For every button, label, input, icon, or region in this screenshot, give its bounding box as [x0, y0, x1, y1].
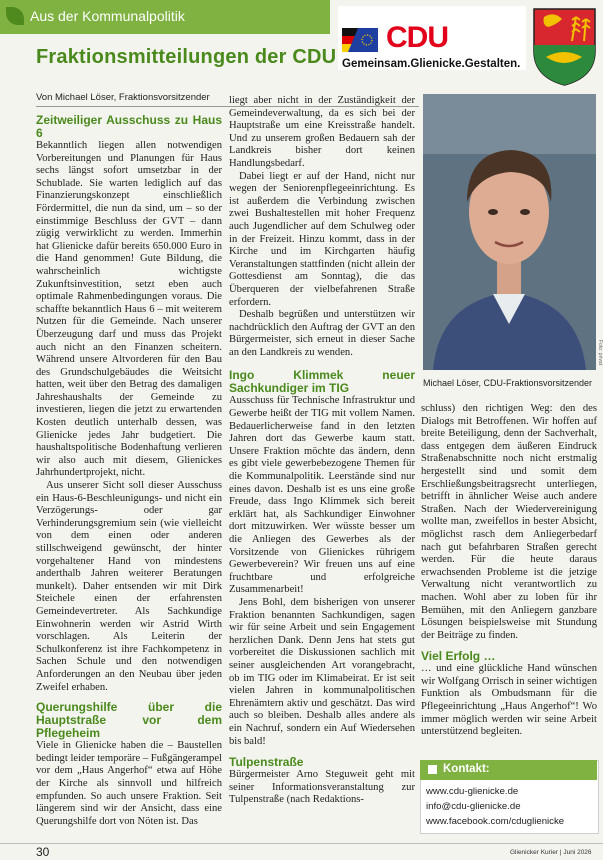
article-column-2 [229, 95, 415, 807]
heading-viel-erfolg: Viel Erfolg … [421, 649, 496, 664]
author-photo [423, 94, 596, 370]
heading-ingo-klimmek: Ingo Klimmek neuer Sachkundiger im TIG [229, 368, 415, 396]
contact-email-link[interactable]: info@cdu-glienicke.de [426, 801, 521, 812]
contact-facebook-link[interactable]: www.facebook.com/cduglienicke [426, 816, 565, 827]
paragraph: Jens Bohl, dem bisherigen von unserer Fraktion benannten Sachkundigen, sagen wir für seine Arbeit und sein Engagement herzlichen Dank. Denn Jens hat stets gut vorbereitet die Diskussionen sachlich mit seiner ausgleichenden Art vorangebracht, ob im TIG oder im Klimabeirat. Er ist seit vielen Jahren in kommunalpolitischen Ehrenämtern aktiv und geschätzt. Das wird auch so bleiben. Deshalb alles andere als ein Nachruf, sondern ein Auf Wiedersehen bis bald! [229, 596, 415, 747]
paragraph: … und eine glückliche Hand wünschen wir Wolfgang Orrisch in seiner wichtigen Funktion als Ombudsmann für die Pflegeeinrichtung „Haus Angerhof“! Wo immer möglich werden wir seine Arbeit unterstützend begleiten. [421, 663, 597, 738]
paragraph: Ausschuss für Technische Infrastruktur und Gewerbe heißt der TIG mit vollem Namen. Bedauerlicherweise fand in den letzten Jahren dort das Gewerbe kaum statt. Unsere Fraktion möchte das ändern, denn es gibt viele gewerbebezogene Themen für die Kommunalpolitik. Leerstände sind nur eines davon. Deshalb ist es uns eine große Freude, dass Ingo Klimmek sich bereit erklärt hat, als Sachkundiger Einwohner dort mitzuwirken. Wer wüsste besser um die Anliegen des Gewerbes als der Vorsitzende von Glienickes rührigem Gewerbeverein? Wir freuen uns auf eine fruchtbare und erfolgreiche Zusammenarbeit! [229, 395, 415, 596]
article-column-1 [36, 110, 222, 828]
footer-divider [0, 843, 603, 844]
heading-querungshilfe: Querungshilfe über die Hauptstraße vor dem Pflegeheim [36, 700, 222, 741]
square-bullet-icon [428, 765, 437, 774]
publication-name: Glienicker Kurier | Juni 2026 [510, 849, 592, 856]
paragraph: Aus unserer Sicht soll dieser Ausschuss ein Haus-6-Beschleunigungs- und nicht ein Verzögerungs- oder gar Verhinderungsgremium sein (wie vielleicht von dem einen oder anderen stillschweigend gewünscht, der hinter vorgehaltener Hand von mindestens anderthalb Jahren weiterer Beratungen munkelt). Daher entsenden wir mit Dirk Steichele einen der erfahrensten Gemeindevertreter. Als Sachkundige Einwohnerin werden wir Astrid Wirth vorschlagen. Als Leiterin der Schulkonferenz ist ihre Fachkompetenz in Sachen Schule und den notwendigen Anforderungen an den Neubau über jeden Zweifel erhaben. [36, 480, 222, 693]
heading-haus-6: Zeitweiliger Ausschuss zu Haus 6 [36, 113, 222, 140]
paragraph: Bürgermeister Arno Steguweit geht mit seiner Informationsveranstaltung zur Tulpenstraße (nach Redaktions- [229, 769, 415, 806]
page-number: 30 [36, 845, 50, 859]
article-column-3 [421, 403, 597, 739]
paragraph: Deshalb begrüßen und unterstützen wir nachdrücklich den Auftrag der GVT an den Bürgermeister, sich erneut in dieser Sache an den Landkreis zu wenden. [229, 309, 415, 358]
paragraph: schluss) den richtigen Weg: den des Dialogs mit Betroffenen. Wir hoffen auf breite Beteiligung, denn der Sachverhalt, dass entgegen dem äußeren Eindruck Straßenabschnitte noch nicht erstmalig hergestellt sind und somit dem Erschließungsbeitragsrecht unterliegen, betrifft in ähnlicher Weise auch andere Straßen. Nach der Wiedervereinigung wollte man, zweifellos in bester Absicht, möglichst rasch dem Anliegerbedarf nach gut befahrbaren Straßen gerecht werden. Für die heute daraus erwachsenden Probleme ist die jetzige Verwaltung nicht verantwortlich zu machen. Wohl aber zu loben für ihr Bemühen, mit den Anliegern ganzbare Lösungen beispielsweise mit Stundung der Beiträge zu finden. [421, 403, 597, 641]
paragraph: Dabei liegt er auf der Hand, nicht nur wegen der Seniorenpflegeeinrichtung. Es ist außerdem die Verbindung zwischen zwei Bushaltestellen mit hoher Frequenz auch Jugendlicher auf dem Schulweg oder in der Freizeit. Hinzu kommt, dass in der Kirche und im Kirchgarten häufig Veranstaltungen stattfinden (nicht allein der Gottesdienst am Sonntag), die das Überqueren der vielbefahrenen Straße erfordern. [229, 170, 415, 308]
page-title: Fraktionsmitteilungen der CDU [36, 46, 337, 68]
eu-germany-flag-icon [342, 28, 378, 52]
municipal-crest-icon [532, 7, 597, 87]
heading-tulpenstrasse: Tulpenstraße [229, 755, 304, 770]
section-label: Aus der Kommunalpolitik [30, 8, 185, 24]
byline: Von Michael Löser, Fraktionsvorsitzender [36, 92, 210, 103]
paragraph: Bekanntlich liegen allen notwendigen Vorbereitungen und Planungen für Haus sechs längst sofort umsetzbar in der Schublade. Sie warten lediglich auf das Finanzierungskonzept einschließlich Fördermittel, die nun da sind, um – so der einstimmige Beschluss der GVT – dann zügig verwirklicht zu werden. Immerhin hat Glienicke dafür bereits 650.000 Euro in die Hand genommen! Gute Bildung, die wahrscheinlich wichtigste Zukunftsinvestition, setzt eben auch optimale Rahmenbedingungen voraus. Die schaffte bekanntlich Haus 6 – mit weiterem Nutzen für die Gemeinde. Nach unserer Überzeugung darf und muss das Projekt auch nicht an den Finanzen scheitern. Während unsere Altvorderen für den Bau des Grundschulgebäudes die Weitsicht hatten, weit über den Betrag des damaligen Jahreshaushalts der Gemeinde zu investieren, liegen die jetzt zu erwartenden Kosten deutlich unterhalb dessen, was Glienicke jedes Jahr budgetiert. Die haushaltspolitische Bodenhaftung verlieren wir also auch mit diesem, Glienickes Jahrhundertprojekt, nicht. [36, 140, 222, 479]
contact-website-link[interactable]: www.cdu-glienicke.de [426, 786, 519, 797]
party-logo: CDU [386, 21, 448, 54]
contact-title: Kontakt: [443, 763, 490, 775]
party-slogan: Gemeinsam.Glienicke.Gestalten. [342, 58, 521, 70]
paragraph: Viele in Glienicke haben die – Baustellen bedingt leider temporäre – Fußgängerampel vor dem „Haus Angerhof“ etwa auf Höhe der Kirche als sinnvoll und hilfreich empfunden. So auch unsere Fraktion. Seit längerem sind wir der Ansicht, dass eine Querungshilfe dort von Nöten ist. Das [36, 740, 222, 827]
photo-caption: Michael Löser, CDU-Fraktionsvorsitzender [423, 378, 593, 388]
photo-credit: Foto: privat [597, 340, 603, 366]
paragraph: liegt aber nicht in der Zuständigkeit der Gemeindeverwaltung, da es sich bei der Hauptstraße um eine Kreisstraße handelt. Und zu unserem großen Bedauern sah der Landkreis bisher dort keinen Handlungsbedarf. [229, 95, 415, 169]
